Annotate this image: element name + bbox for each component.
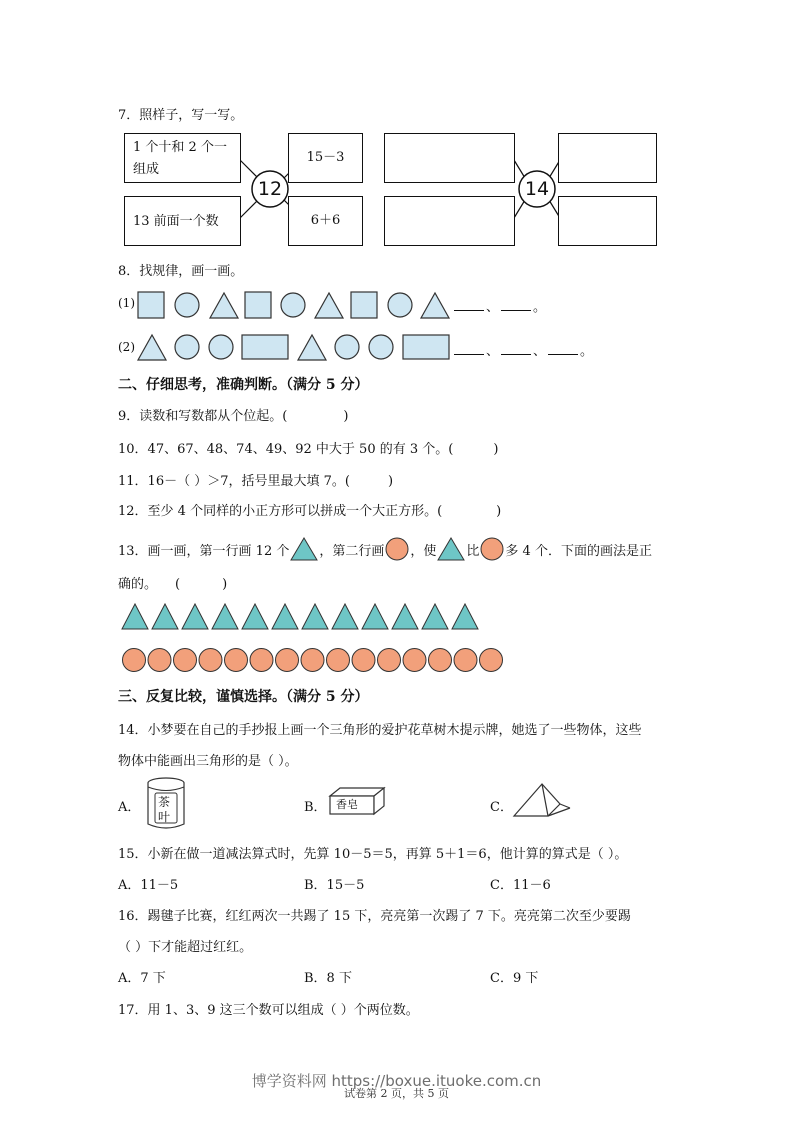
circle-mark xyxy=(352,649,375,672)
answer-blank[interactable] xyxy=(548,353,578,355)
pattern-row-2-shapes xyxy=(136,332,456,366)
tea-can-icon xyxy=(144,776,188,832)
circle-shape xyxy=(369,335,393,359)
triangle-mark xyxy=(392,604,418,629)
section-3-title: 三、反复比较，谨慎选择。（满分 5 分） xyxy=(118,689,369,705)
circle-mark xyxy=(480,649,503,672)
triangle-mark xyxy=(242,604,268,629)
circle-mark xyxy=(276,649,299,672)
q14-option-c-label[interactable]: C． xyxy=(490,800,513,815)
question-9: 9．读数和写数都从个位起。( ) xyxy=(118,409,349,424)
q14-option-a-label[interactable]: A． xyxy=(118,800,141,815)
question-13-line1: 13．画一画，第一行画 12 个 ，第二行画 ，使 比 多 4 个．下面的画法是正 xyxy=(118,536,652,562)
triangle-mark xyxy=(272,604,298,629)
answer-blank[interactable] xyxy=(454,353,484,355)
q16-option-c[interactable]: C．9 下 xyxy=(490,971,539,986)
center-number-14: 14 xyxy=(524,178,550,200)
question-17-line1: 17．用 1、3、9 这三个数可以组成（ ）个两位数。 xyxy=(118,1003,419,1018)
answer-box-right-bottom[interactable] xyxy=(558,196,657,246)
tea-label-bottom: 叶 xyxy=(158,810,171,824)
circle-mark xyxy=(301,649,324,672)
triangle-mark xyxy=(152,604,178,629)
right-box-bottom xyxy=(288,196,363,246)
question-10-text: 10．47、67、48、74、49、92 中大于 50 的有 3 个。( xyxy=(118,442,454,457)
question-8-label: 8．找规律，画一画。 xyxy=(118,264,244,279)
right-box-top-text: 15－3 xyxy=(306,150,345,165)
answer-blank[interactable] xyxy=(501,309,531,311)
circle-shape xyxy=(175,335,199,359)
left-box-top-line2: 组成 xyxy=(133,162,160,177)
answer-blank[interactable] xyxy=(501,353,531,355)
page-number: 试卷第 2 页，共 5 页 xyxy=(344,1087,449,1100)
triangle-mark xyxy=(452,604,478,629)
question-10: 10．47、67、48、74、49、92 中大于 50 的有 3 个。( ) xyxy=(118,442,499,457)
answer-blank[interactable] xyxy=(454,309,484,311)
triangle-mark xyxy=(362,604,388,629)
triangle-mark xyxy=(212,604,238,629)
answer-box-left-top[interactable] xyxy=(384,133,515,183)
circle-mark xyxy=(225,649,248,672)
triangular-prism-icon xyxy=(512,780,572,820)
pattern-row-1-answer: 、 。 xyxy=(452,296,546,315)
question-12-text: 12．至少 4 个同样的小正方形可以拼成一个大正方形。( xyxy=(118,504,443,519)
triangle-shape xyxy=(421,293,449,318)
triangle-shape xyxy=(210,293,238,318)
watermark: 博学资料网 https://boxue.ituoke.com.cn xyxy=(251,1072,542,1090)
triangle-icon xyxy=(289,536,319,562)
square-shape xyxy=(351,292,377,318)
q15-option-c[interactable]: C．11－6 xyxy=(490,878,551,893)
question-16-line2: （ ）下才能超过红红。 xyxy=(118,940,253,955)
square-shape xyxy=(138,292,164,318)
circle-shape xyxy=(335,335,359,359)
triangle-shape xyxy=(138,335,166,360)
circle-row xyxy=(120,646,530,674)
question-12: 12．至少 4 个同样的小正方形可以拼成一个大正方形。( ) xyxy=(118,504,502,519)
circle-mark xyxy=(327,649,350,672)
triangle-mark xyxy=(332,604,358,629)
question-16-line1: 16．踢毽子比赛，红红两次一共踢了 15 下，亮亮第一次踢了 7 下。亮亮第二次至少要踢 xyxy=(118,909,631,924)
soap-box-icon xyxy=(326,786,386,818)
circle-icon xyxy=(479,536,505,562)
question-7-label: 7．照样子，写一写。 xyxy=(118,108,244,123)
circle-mark xyxy=(199,649,222,672)
triangle-row xyxy=(120,602,500,632)
left-box-top-line1: 1 个十和 2 个一 xyxy=(133,140,227,155)
circle-mark xyxy=(174,649,197,672)
triangle-mark xyxy=(182,604,208,629)
question-14-line2: 物体中能画出三角形的是（ ）。 xyxy=(118,754,298,769)
square-shape xyxy=(245,292,271,318)
left-box-top xyxy=(124,133,241,183)
triangle-mark xyxy=(422,604,448,629)
circle-shape xyxy=(175,293,199,317)
left-box-bottom-text: 13 前面一个数 xyxy=(133,214,219,229)
pattern-row-2-prefix: (2) xyxy=(118,340,135,354)
tea-label-top: 茶 xyxy=(158,795,171,809)
rectangle-shape xyxy=(242,335,288,359)
center-number-12: 12 xyxy=(257,178,283,200)
circle-mark xyxy=(123,649,146,672)
question-15-line1: 15．小新在做一道减法算式时，先算 10－5＝5，再算 5＋1＝6，他计算的算式是（ ）。 xyxy=(118,847,628,862)
triangle-icon xyxy=(436,536,466,562)
triangle-shape xyxy=(315,293,343,318)
answer-box-left-bottom[interactable] xyxy=(384,196,515,246)
question-11: 11．16－（ ）＞7，括号里最大填 7。( ) xyxy=(118,474,394,489)
q14-option-b-label[interactable]: B． xyxy=(304,800,327,815)
triangle-mark xyxy=(302,604,328,629)
pattern-row-1-shapes xyxy=(136,288,456,322)
pattern-row-1-prefix: (1) xyxy=(118,296,135,310)
triangle-mark xyxy=(122,604,148,629)
circle-icon xyxy=(384,536,410,562)
q15-option-a[interactable]: A．11－5 xyxy=(118,878,179,893)
circle-mark xyxy=(378,649,401,672)
circle-shape xyxy=(209,335,233,359)
pattern-row-2-answer: 、 、 。 xyxy=(452,340,593,359)
circle-mark xyxy=(148,649,171,672)
question-9-text: 9．读数和写数都从个位起。( xyxy=(118,409,288,424)
left-box-bottom xyxy=(124,196,241,246)
q15-option-b[interactable]: B．15－5 xyxy=(304,878,365,893)
rectangle-shape xyxy=(403,335,449,359)
question-14-line1: 14．小梦要在自己的手抄报上画一个三角形的爱护花草树木提示牌，她选了一些物体，这些 xyxy=(118,723,642,738)
right-box-bottom-text: 6＋6 xyxy=(310,213,341,228)
circle-mark xyxy=(454,649,477,672)
question-13-line2: 确的。 ( ) xyxy=(118,577,228,592)
soap-label: 香皂 xyxy=(336,798,358,811)
circle-mark xyxy=(403,649,426,672)
q16-option-b[interactable]: B．8 下 xyxy=(304,971,352,986)
question-11-text: 11．16－（ ）＞7，括号里最大填 7。( xyxy=(118,474,350,489)
circle-shape xyxy=(388,293,412,317)
circle-mark xyxy=(250,649,273,672)
answer-box-right-top[interactable] xyxy=(558,133,657,183)
section-2-title: 二、仔细思考，准确判断。（满分 5 分） xyxy=(118,377,369,393)
triangle-shape xyxy=(298,335,326,360)
right-box-top xyxy=(288,133,363,183)
circle-shape xyxy=(281,293,305,317)
q16-option-a[interactable]: A．7 下 xyxy=(118,971,166,986)
circle-mark xyxy=(429,649,452,672)
